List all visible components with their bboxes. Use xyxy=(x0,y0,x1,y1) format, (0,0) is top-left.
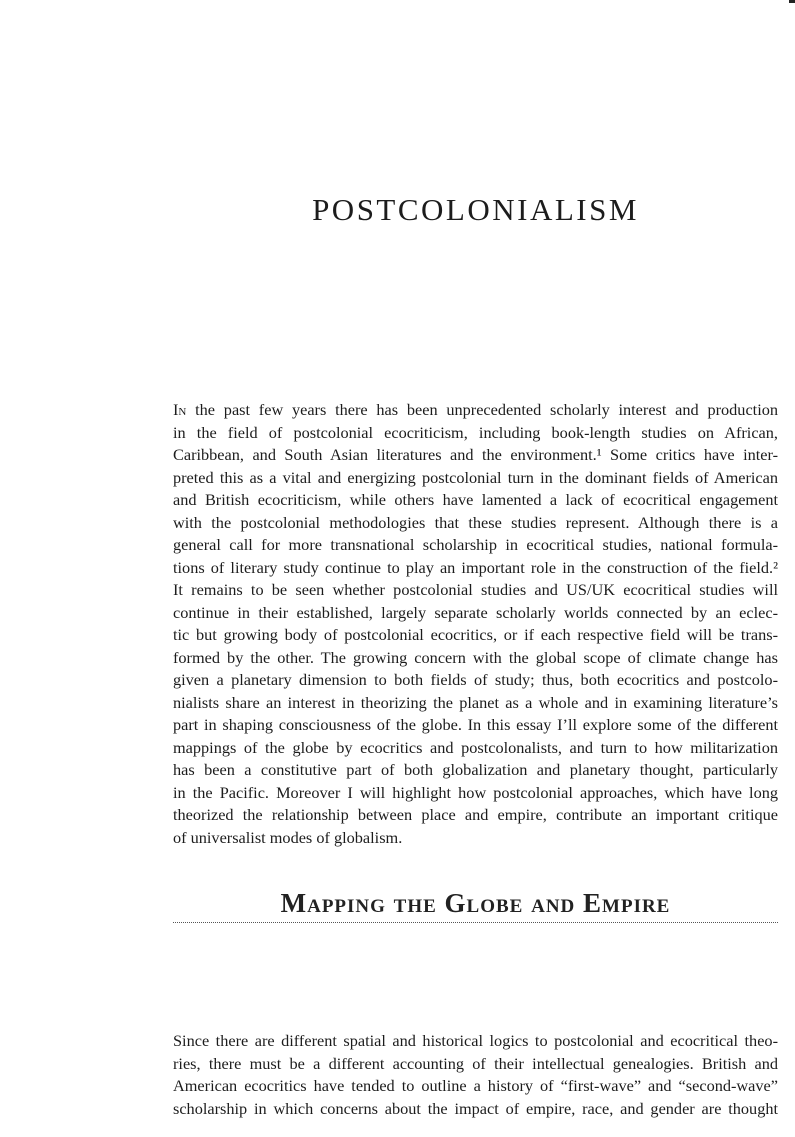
section-heading: Mapping the Globe and Empire xyxy=(280,888,671,918)
line-text: the past few years there has been unprecedented scholarly interest and production xyxy=(186,400,778,419)
paragraph-line: theorized the relationship between place and empire, contribute an important critique xyxy=(173,805,778,824)
paragraph-line: given a planetary dimension to both fields of study; thus, both ecocritics and postcolo- xyxy=(173,670,778,689)
chapter-title: POSTCOLONIALISM xyxy=(312,192,639,227)
paragraph-line: tic but growing body of postcolonial ecocritics, or if each respective field will be trans- xyxy=(173,625,778,644)
paragraph-line: American ecocritics have tended to outline a history of “first-wave” and “second-wave” xyxy=(173,1076,778,1095)
paragraph-line: in the Pacific. Moreover I will highlight how postcolonial approaches, which have long xyxy=(173,782,778,802)
paragraph-line: in the field of postcolonial ecocriticism, including book-length studies on African, xyxy=(173,422,778,442)
paragraph-line: of universalist modes of globalism. xyxy=(173,827,403,847)
paragraph-line: formed by the other. The growing concern with the global scope of climate change has xyxy=(173,647,778,667)
paragraph-line: scholarship in which concerns about the impact of empire, race, and gender are thought xyxy=(173,1098,778,1118)
paragraph-line: general call for more transnational scholarship in ecocritical studies, national formula- xyxy=(173,535,778,554)
paragraph-line: ries, there must be a different accounting of their intellectual genealogies. British and xyxy=(173,1053,778,1073)
section-paragraph xyxy=(173,1030,778,1120)
paragraph-line: Caribbean, and South Asian literatures and the environment.¹ Some critics have inter- xyxy=(173,445,778,464)
paragraph-line: preted this as a vital and energizing postcolonial turn in the dominant fields of American xyxy=(173,467,778,487)
paragraph-line: tions of literary study continue to play an important role in the construction of the field.² xyxy=(173,557,778,577)
drop-word: In xyxy=(173,400,187,419)
paragraph-line: Since there are different spatial and historical logics to postcolonial and ecocritical theo- xyxy=(173,1031,778,1050)
paragraph-line: has been a constitutive part of both globalization and planetary thought, particularly xyxy=(173,760,778,779)
paragraph-line xyxy=(173,399,778,422)
paragraph-line: nialists share an interest in theorizing the planet as a whole and in examining literature’s xyxy=(173,692,778,712)
dotted-divider xyxy=(173,922,778,923)
paragraph-line: with the postcolonial methodologies that these studies represent. Although there is a xyxy=(173,512,778,532)
paragraph-line: part in shaping consciousness of the globe. In this essay I’ll explore some of the different xyxy=(173,715,778,734)
paragraph-line: and British ecocriticism, while others have lamented a lack of ecocritical engagement xyxy=(173,490,778,509)
scan-mark xyxy=(789,0,795,3)
intro-paragraph xyxy=(173,399,778,849)
paragraph-line: continue in their established, largely separate scholarly worlds connected by an eclec- xyxy=(173,602,778,622)
paragraph-line: mappings of the globe by ecocritics and postcolonalists, and turn to how militarization xyxy=(173,737,778,757)
paragraph-line: It remains to be seen whether postcolonial studies and US/UK ecocritical studies will xyxy=(173,580,778,599)
